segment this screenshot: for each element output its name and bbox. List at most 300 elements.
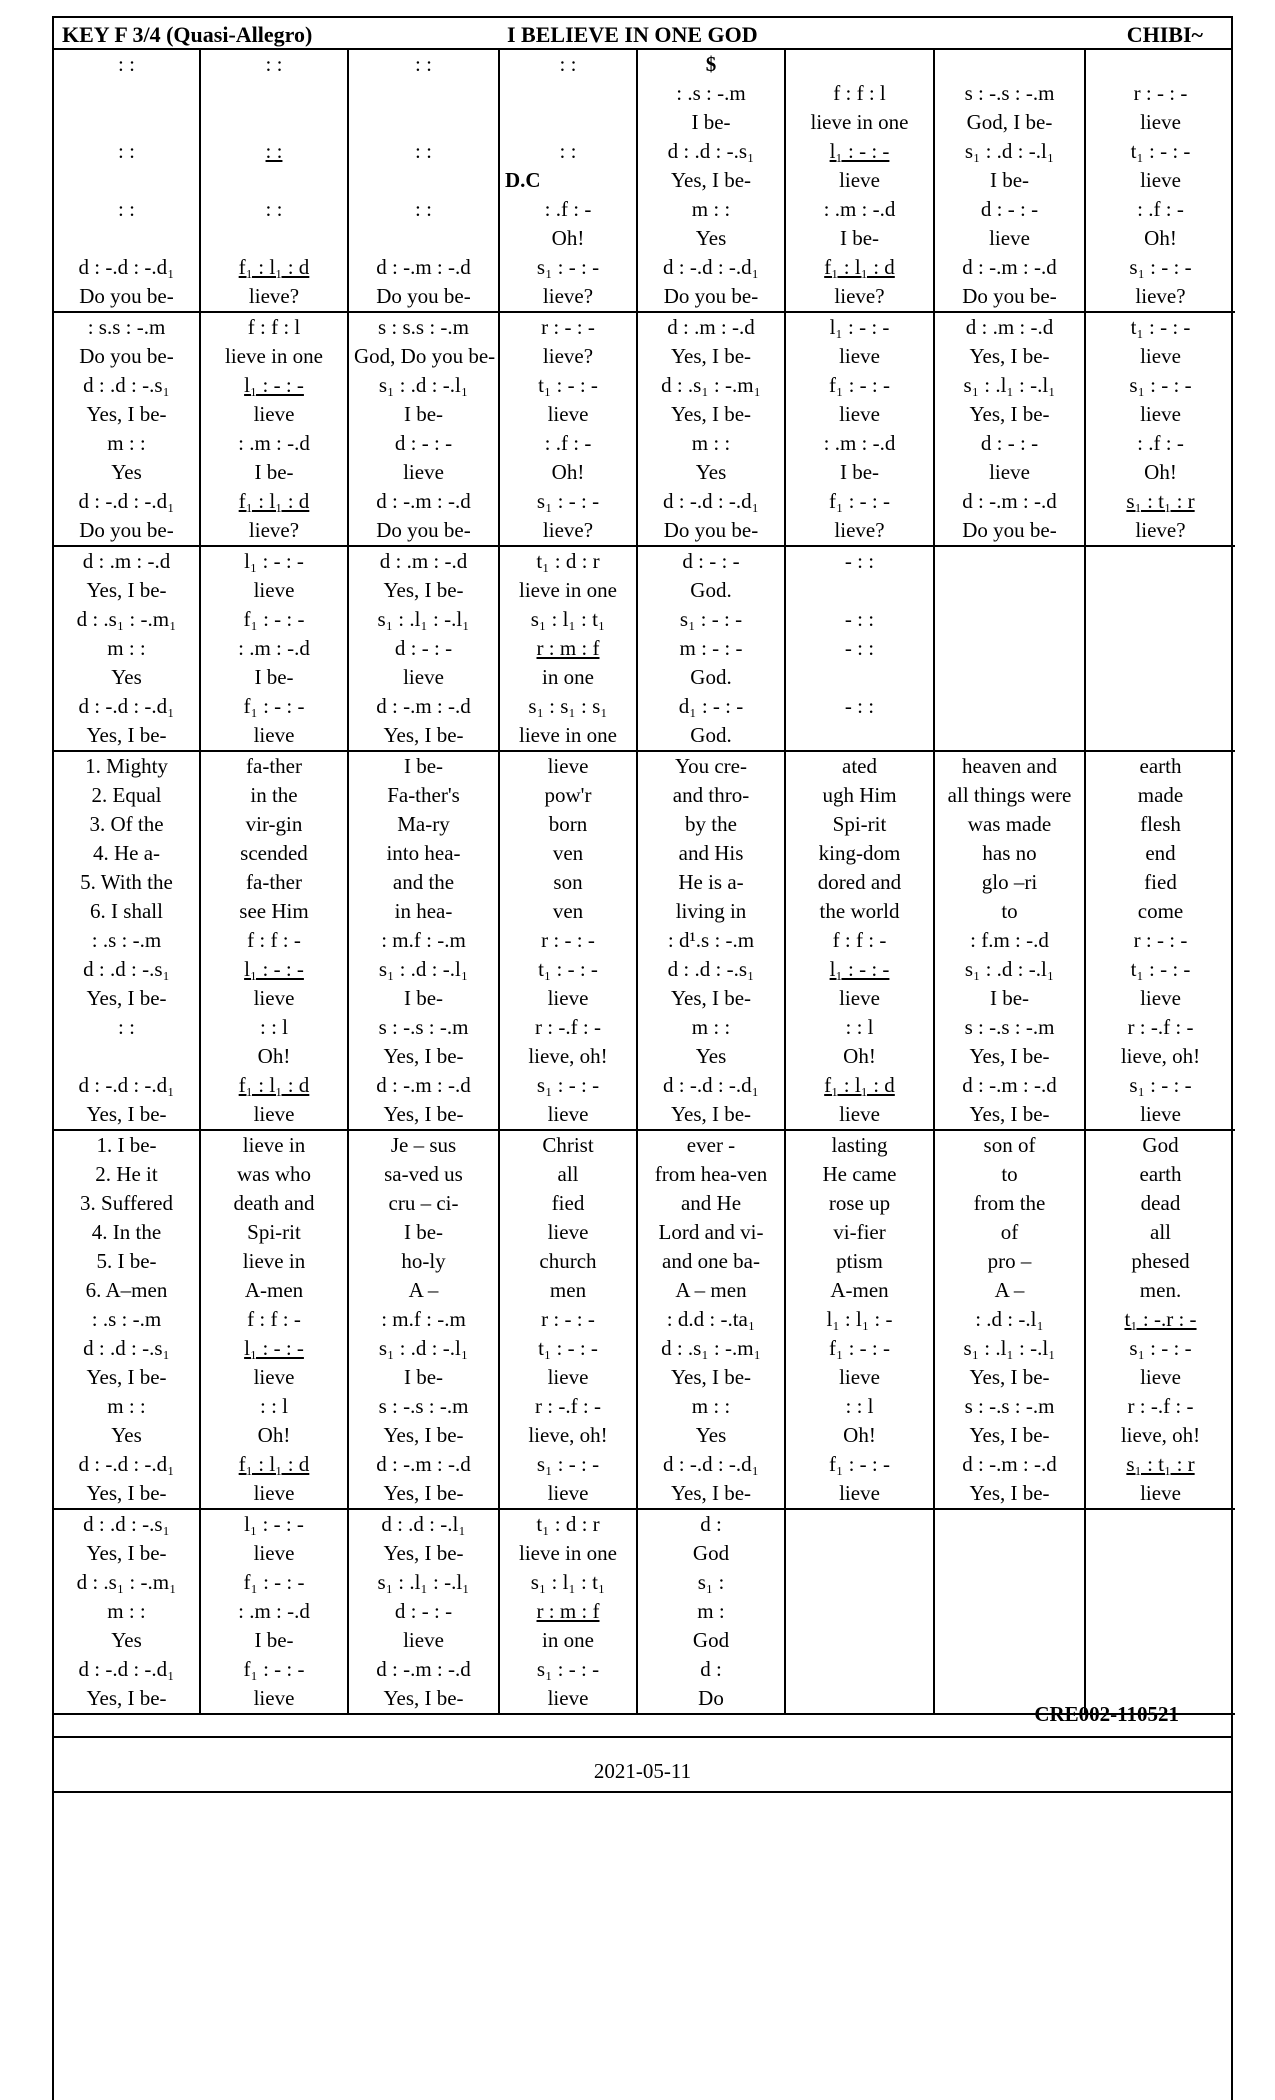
score-cell: t₁ : - : -: [500, 955, 638, 984]
score-cell: d : .m : -.d: [638, 313, 786, 342]
score-cell: king-dom: [786, 839, 935, 868]
score-cell: Oh!: [1144, 226, 1177, 250]
score-cell: d : .s₁ : -.m₁: [54, 1568, 201, 1597]
score-cell: : :: [54, 137, 201, 166]
score-cell: fied: [1144, 870, 1177, 894]
score-cell: [54, 224, 201, 253]
score-cell: I be-: [349, 1218, 500, 1247]
score-cell: Yes, I be-: [54, 1684, 201, 1713]
score-cell: Do: [638, 1684, 786, 1713]
score-line: [54, 487, 1235, 516]
footer-divider-bottom: [54, 1791, 1231, 1793]
score-cell: [935, 721, 1086, 750]
score-line: [54, 253, 1235, 282]
score-cell: [786, 1539, 935, 1568]
score-cell: : :: [54, 1013, 201, 1042]
score-cell: : :: [349, 195, 500, 224]
score-cell: f₁ : - : -: [201, 605, 349, 634]
score-cell: 2. He it: [54, 1160, 201, 1189]
score-cell: 5. With the: [54, 868, 201, 897]
score-line: [54, 516, 1235, 545]
score-cell: t₁ : - : -: [500, 371, 638, 400]
score-cell: m : - : -: [638, 634, 786, 663]
score-cell: : .m : -.d: [201, 634, 349, 663]
score-cell: l₁ : - : -: [201, 1334, 349, 1363]
score-cell: Lord and vi-: [638, 1218, 786, 1247]
score-cell: I be-: [201, 1626, 349, 1655]
score-cell: s : -.s : -.m: [935, 1013, 1086, 1042]
score-cell: [1086, 1626, 1235, 1655]
score-cell: : :: [500, 137, 638, 166]
score-line: [54, 1510, 1235, 1539]
score-cell: ho-ly: [349, 1247, 500, 1276]
score-cell: Do you be-: [349, 282, 500, 311]
score-cell: [1086, 1597, 1235, 1626]
score-cell: lieve: [201, 400, 349, 429]
score-cell: f₁ : - : -: [201, 692, 349, 721]
score-cell: : : l: [786, 1013, 935, 1042]
score-line: [54, 663, 1235, 692]
score-cell: Yes, I be-: [54, 1363, 201, 1392]
score-cell: A –: [349, 1276, 500, 1305]
score-cell: lieve in one: [201, 342, 349, 371]
score-cell: from hea-ven: [638, 1160, 786, 1189]
score-line: [54, 1539, 1235, 1568]
score-cell: lieve in one: [500, 721, 638, 750]
score-cell: t₁ : - : -: [1130, 139, 1191, 163]
score-cell: lieve in one: [500, 576, 638, 605]
score-cell: m : :: [54, 1597, 201, 1626]
score-cell: end: [1145, 841, 1176, 865]
score-cell: lieve: [1140, 1481, 1181, 1505]
key-signature: KEY F 3/4 (Quasi-Allegro): [62, 22, 313, 47]
score-cell: in one: [500, 663, 638, 692]
score-cell: s₁ : .d : -.l₁: [935, 955, 1086, 984]
score-cell: I be-: [349, 400, 500, 429]
score-cell: f₁ : l₁ : d: [201, 1450, 349, 1479]
score-cell: lieve, oh!: [500, 1421, 638, 1450]
score-cell: m : :: [54, 1392, 201, 1421]
score-cell: d : -.d : -.d₁: [54, 1071, 201, 1100]
score-cell: s : -.s : -.m: [935, 79, 1086, 108]
score-cell: [935, 692, 1086, 721]
score-cell: d : .d : -.s₁: [638, 137, 786, 166]
score-cell: [935, 634, 1086, 663]
score-cell: Yes, I be-: [349, 1100, 500, 1129]
score-cell: [201, 79, 349, 108]
score-cell: : :: [54, 195, 201, 224]
score-cell: s₁ : .l₁ : -.l₁: [935, 371, 1086, 400]
score-system-2: [54, 313, 1235, 547]
score-cell: phesed: [1131, 1249, 1190, 1273]
score-cell: f₁ : - : -: [201, 1568, 349, 1597]
score-line: [54, 1305, 1235, 1334]
score-cell: lieve: [201, 1539, 349, 1568]
score-cell: d : -.d : -.d₁: [638, 1071, 786, 1100]
score-line: [54, 50, 1235, 79]
score-cell: d : .m : -.d: [349, 547, 500, 576]
score-cell: lieve: [349, 663, 500, 692]
score-cell: 4. In the: [54, 1218, 201, 1247]
score-cell: men: [500, 1276, 638, 1305]
score-cell: d : - : -: [935, 195, 1086, 224]
score-cell: and one ba-: [638, 1247, 786, 1276]
score-cell: f₁ : l₁ : d: [201, 1071, 349, 1100]
score-cell: s₁ :: [638, 1568, 786, 1597]
score-line: [54, 1100, 1235, 1129]
score-cell: : :: [349, 137, 500, 166]
score-line: [54, 984, 1235, 1013]
score-line: [54, 605, 1235, 634]
score-cell: : :: [54, 50, 201, 79]
score-cell: Yes, I be-: [349, 1684, 500, 1713]
score-cell: lieve?: [786, 516, 935, 545]
score-cell: ptism: [786, 1247, 935, 1276]
score-cell: dead: [1140, 1191, 1181, 1215]
score-cell: : .m : -.d: [201, 429, 349, 458]
composer-label: CHIBI~: [1126, 22, 1203, 47]
score-cell: f₁ : - : -: [786, 1334, 935, 1363]
score-cell: d : -.d : -.d₁: [54, 1450, 201, 1479]
score-cell: d : .d : -.s₁: [54, 955, 201, 984]
score-line: [54, 79, 1235, 108]
score-cell: God: [638, 1626, 786, 1655]
score-cell: t₁ : d : r: [500, 547, 638, 576]
score-cell: Oh!: [786, 1042, 935, 1071]
score-cell: flesh: [1140, 812, 1181, 836]
score-cell: Yes, I be-: [54, 1100, 201, 1129]
score-cell: t₁ : d : r: [500, 1510, 638, 1539]
score-cell: ever -: [638, 1131, 786, 1160]
score-cell: d : .s₁ : -.m₁: [638, 1334, 786, 1363]
score-cell: 2. Equal: [54, 781, 201, 810]
score-cell: d : -.d : -.d₁: [54, 487, 201, 516]
score-cell: s₁ : .d : -.l₁: [349, 371, 500, 400]
score-line: [54, 897, 1235, 926]
score-cell: d : -.m : -.d: [349, 1071, 500, 1100]
score-line: [54, 108, 1235, 137]
score-cell: s : -.s : -.m: [349, 1013, 500, 1042]
score-cell: [786, 1597, 935, 1626]
score-cell: d : -.m : -.d: [935, 487, 1086, 516]
score-cell: lieve: [786, 984, 935, 1013]
score-cell: [1086, 50, 1235, 79]
score-cell: : d¹.s : -.m: [638, 926, 786, 955]
score-cell: - : :: [786, 634, 935, 663]
score-cell: r : -.f : -: [1127, 1015, 1194, 1039]
score-cell: [935, 50, 1086, 79]
score-cell: l₁ : - : -: [201, 547, 349, 576]
score-cell: I be-: [349, 752, 500, 781]
score-cell: [1086, 721, 1235, 750]
score-cell: lieve?: [201, 282, 349, 311]
score-cell: m : :: [54, 429, 201, 458]
score-system-4: [54, 752, 1235, 1131]
score-cell: f : f : l: [786, 79, 935, 108]
score-system-1: [54, 50, 1235, 313]
score-cell: has no: [935, 839, 1086, 868]
score-cell: r : m : f: [500, 1597, 638, 1626]
score-cell: God: [638, 1539, 786, 1568]
score-cell: D.C: [500, 166, 638, 195]
score-cell: see Him: [201, 897, 349, 926]
score-cell: and thro-: [638, 781, 786, 810]
score-line: [54, 458, 1235, 487]
score-cell: f₁ : l₁ : d: [786, 253, 935, 282]
score-cell: [201, 224, 349, 253]
score-cell: : m.f : -.m: [349, 1305, 500, 1334]
score-cell: [1086, 1539, 1235, 1568]
score-cell: lieve, oh!: [500, 1042, 638, 1071]
score-cell: I be-: [935, 984, 1086, 1013]
score-cell: lieve: [935, 224, 1086, 253]
score-cell: f₁ : - : -: [786, 487, 935, 516]
score-line: [54, 576, 1235, 605]
score-cell: l₁ : - : -: [201, 371, 349, 400]
score-cell: vi-fier: [786, 1218, 935, 1247]
score-cell: s₁ : - : -: [1129, 1073, 1192, 1097]
score-cell: [1086, 1568, 1235, 1597]
score-cell: s₁ : - : -: [500, 1450, 638, 1479]
score-cell: r : -.f : -: [500, 1392, 638, 1421]
score-cell: Christ: [500, 1131, 638, 1160]
score-cell: [786, 50, 935, 79]
score-cell: Yes, I be-: [349, 1042, 500, 1071]
score-cell: : m.f : -.m: [349, 926, 500, 955]
score-line: [54, 1655, 1235, 1684]
score-cell: m : :: [638, 195, 786, 224]
score-cell: earth: [1139, 1162, 1182, 1186]
score-cell: Yes, I be-: [638, 342, 786, 371]
score-cell: was made: [935, 810, 1086, 839]
score-cell: d :: [638, 1655, 786, 1684]
score-line: [54, 1626, 1235, 1655]
score-cell: lieve: [786, 1100, 935, 1129]
score-cell: Yes, I be-: [935, 1363, 1086, 1392]
score-line: [54, 282, 1235, 311]
score-cell: Yes, I be-: [935, 400, 1086, 429]
score-cell: d : -.m : -.d: [349, 692, 500, 721]
score-cell: Fa-ther's: [349, 781, 500, 810]
score-line: [54, 721, 1235, 750]
score-line: [54, 1334, 1235, 1363]
score-cell: Yes: [54, 1421, 201, 1450]
score-cell: : .s : -.m: [54, 926, 201, 955]
score-cell: : d.d : -.ta₁: [638, 1305, 786, 1334]
score-cell: d : -.m : -.d: [349, 1450, 500, 1479]
score-cell: l₁ : - : -: [786, 955, 935, 984]
score-line: [54, 810, 1235, 839]
score-cell: lieve: [935, 458, 1086, 487]
score-cell: Yes, I be-: [54, 984, 201, 1013]
score-cell: [935, 1568, 1086, 1597]
score-cell: r : m : f: [500, 634, 638, 663]
score-cell: lieve?: [500, 282, 638, 311]
score-cell: d : - : -: [638, 547, 786, 576]
score-cell: s₁ : - : -: [638, 605, 786, 634]
score-cell: s₁ : s₁ : s₁: [500, 692, 638, 721]
score-line: [54, 1276, 1235, 1305]
score-cell: r : - : -: [1133, 928, 1188, 952]
score-cell: Oh!: [1144, 460, 1177, 484]
score-cell: men.: [1139, 1278, 1182, 1302]
score-cell: made: [1137, 783, 1184, 807]
score-cell: lieve: [349, 458, 500, 487]
score-line: [54, 955, 1235, 984]
score-cell: 5. I be-: [54, 1247, 201, 1276]
score-cell: He is a-: [638, 868, 786, 897]
score-cell: [349, 108, 500, 137]
score-cell: was who: [201, 1160, 349, 1189]
score-cell: [935, 1597, 1086, 1626]
score-cell: r : - : -: [500, 1305, 638, 1334]
score-cell: lieve: [201, 984, 349, 1013]
score-cell: lieve: [786, 1479, 935, 1508]
score-cell: and the: [349, 868, 500, 897]
score-cell: ven: [500, 897, 638, 926]
score-cell: s₁ : - : -: [1129, 373, 1192, 397]
score-line: [54, 1247, 1235, 1276]
score-cell: s₁ : t₁ : r: [1126, 489, 1195, 513]
score-line: [54, 1568, 1235, 1597]
score-cell: I be-: [349, 1363, 500, 1392]
footer-divider: [54, 1736, 1231, 1738]
score-cell: f₁ : l₁ : d: [201, 487, 349, 516]
score-cell: vir-gin: [201, 810, 349, 839]
score-cell: d : -.m : -.d: [935, 1071, 1086, 1100]
score-cell: lieve: [1140, 986, 1181, 1010]
score-cell: [935, 1510, 1086, 1539]
score-cell: s₁ : - : -: [500, 253, 638, 282]
score-cell: - : :: [786, 692, 935, 721]
score-cell: A – men: [638, 1276, 786, 1305]
score-cell: d : - : -: [349, 1597, 500, 1626]
score-cell: by the: [638, 810, 786, 839]
score-line: [54, 1450, 1235, 1479]
score-cell: s₁ : .l₁ : -.l₁: [349, 1568, 500, 1597]
score-cell: [54, 108, 201, 137]
score-cell: A-men: [201, 1276, 349, 1305]
score-cell: : f.m : -.d: [935, 926, 1086, 955]
score-cell: I be-: [201, 458, 349, 487]
score-cell: A –: [935, 1276, 1086, 1305]
score-cell: f₁ : l₁ : d: [201, 253, 349, 282]
score-cell: Yes: [638, 1421, 786, 1450]
score-cell: Yes, I be-: [54, 1479, 201, 1508]
score-cell: : : l: [786, 1392, 935, 1421]
score-cell: s₁ : .d : -.l₁: [349, 1334, 500, 1363]
score-cell: lieve: [1140, 110, 1181, 134]
score-cell: Yes, I be-: [54, 721, 201, 750]
score-cell: Yes, I be-: [935, 1421, 1086, 1450]
score-cell: : .m : -.d: [201, 1597, 349, 1626]
score-cell: s₁ : l₁ : t₁: [500, 1568, 638, 1597]
score-cell: Yes, I be-: [349, 1539, 500, 1568]
score-cell: Yes, I be-: [638, 1363, 786, 1392]
score-cell: Yes: [638, 1042, 786, 1071]
score-cell: Yes: [54, 1626, 201, 1655]
score-cell: lieve?: [500, 516, 638, 545]
score-system-6: [54, 1510, 1235, 1715]
score-cell: f₁ : - : -: [786, 371, 935, 400]
score-cell: in hea-: [349, 897, 500, 926]
score-cell: 6. A–men: [54, 1276, 201, 1305]
score-cell: d : .d : -.s₁: [54, 1510, 201, 1539]
score-cell: and He: [638, 1189, 786, 1218]
score-cell: - : :: [786, 605, 935, 634]
score-cell: m : :: [638, 1013, 786, 1042]
score-cell: s₁ : - : -: [500, 487, 638, 516]
score-line: [54, 1160, 1235, 1189]
score-cell: church: [500, 1247, 638, 1276]
score-cell: lieve: [500, 400, 638, 429]
score-cell: s₁ : - : -: [500, 1655, 638, 1684]
score-line: [54, 400, 1235, 429]
score-cell: t₁ : - : -: [500, 1334, 638, 1363]
score-cell: r : -.f : -: [500, 1013, 638, 1042]
score-cell: lieve: [500, 1363, 638, 1392]
score-cell: 1. Mighty: [54, 752, 201, 781]
score-cell: 3. Suffered: [54, 1189, 201, 1218]
score-cell: into hea-: [349, 839, 500, 868]
score-line: [54, 839, 1235, 868]
score-cell: [349, 166, 500, 195]
score-line: [54, 1189, 1235, 1218]
score-cell: Yes, I be-: [54, 576, 201, 605]
score-cell: He came: [786, 1160, 935, 1189]
score-cell: scended: [201, 839, 349, 868]
score-cell: I be-: [786, 224, 935, 253]
score-cell: living in: [638, 897, 786, 926]
score-cell: : :: [349, 50, 500, 79]
score-cell: f : f : -: [786, 926, 935, 955]
score-cell: in one: [500, 1626, 638, 1655]
score-cell: d :: [638, 1510, 786, 1539]
score-cell: s₁ : - : -: [1129, 1336, 1192, 1360]
score-cell: d : .m : -.d: [54, 547, 201, 576]
score-cell: s : -.s : -.m: [935, 1392, 1086, 1421]
score-cell: d : -.m : -.d: [349, 253, 500, 282]
score-cell: pro –: [935, 1247, 1086, 1276]
score-line: [54, 313, 1235, 342]
score-line: [54, 1363, 1235, 1392]
score-cell: f₁ : - : -: [786, 1450, 935, 1479]
score-cell: lieve?: [201, 516, 349, 545]
score-cell: I be-: [201, 663, 349, 692]
score-cell: lieve?: [1135, 518, 1186, 542]
score-cell: d : -.m : -.d: [935, 253, 1086, 282]
score-cell: heaven and: [935, 752, 1086, 781]
score-cell: lieve: [500, 1218, 638, 1247]
score-cell: d : .s₁ : -.m₁: [638, 371, 786, 400]
score-cell: : : l: [201, 1013, 349, 1042]
score-cell: 6. I shall: [54, 897, 201, 926]
score-cell: l₁ : l₁ : -: [786, 1305, 935, 1334]
score-cell: God.: [638, 721, 786, 750]
score-cell: [935, 547, 1086, 576]
score-cell: [1086, 692, 1235, 721]
tonic-solfa-score: [54, 50, 1235, 1715]
score-cell: lieve: [201, 576, 349, 605]
score-cell: Yes, I be-: [638, 984, 786, 1013]
score-line: [54, 1597, 1235, 1626]
score-cell: Yes, I be-: [349, 1421, 500, 1450]
score-cell: d : -.d : -.d₁: [54, 692, 201, 721]
score-cell: : .m : -.d: [786, 429, 935, 458]
score-line: [54, 868, 1235, 897]
score-line: [54, 371, 1235, 400]
score-cell: r : - : -: [500, 313, 638, 342]
